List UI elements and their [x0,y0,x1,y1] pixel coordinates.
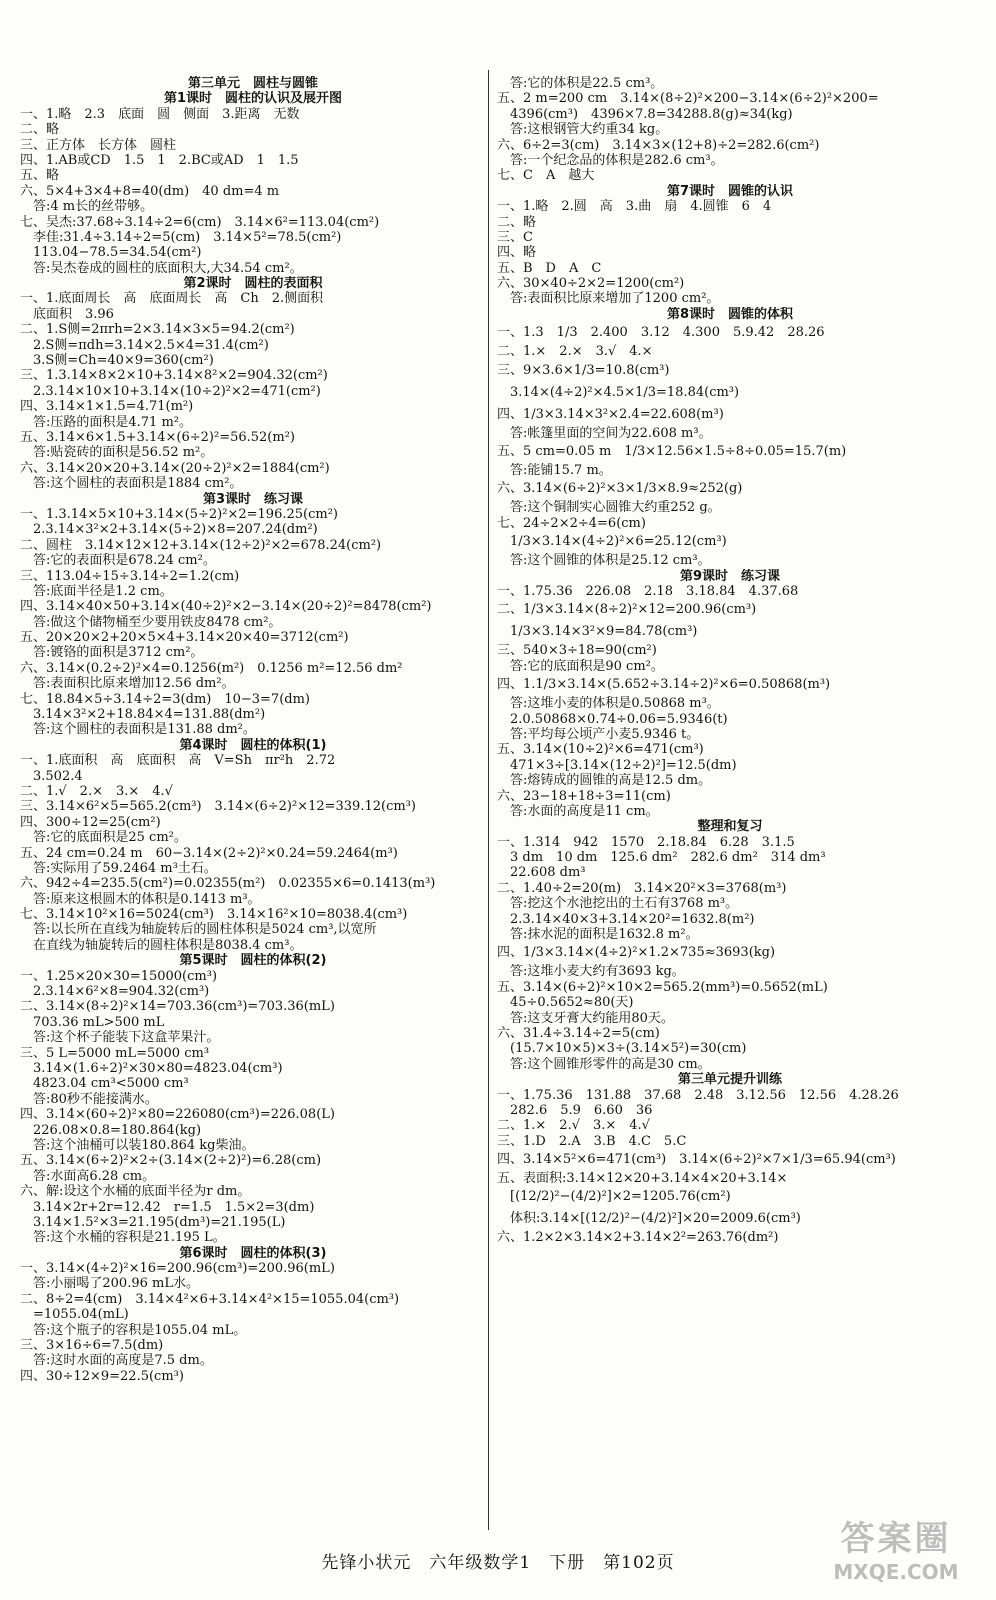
answer-line: 一、1.75.36 131.88 37.68 2.48 3.12.56 12.56 4.28.26 [497,1087,899,1103]
section-heading: 第1课时 圆柱的认识及展开图 [163,91,343,107]
answer-line: 底面积 3.96 [20,306,114,322]
answer-line: 2.0.50868×0.74÷0.06=5.9346(t) [497,711,728,727]
answer-line: 2.3.14×3²×2+3.14×(5÷2)×8=207.24(dm²) [20,522,318,538]
answer-line: 五、3.14×(6÷2)²×10×2=565.2(mm³)=0.5652(mL) [497,979,828,995]
answer-line: 六、31.4÷3.14÷2=5(cm) [497,1025,660,1041]
answer-line: 二、1.√ 2.× 3.× 4.√ [20,783,173,799]
answer-line: 二、略 [20,122,60,138]
answer-line: 二、1.S侧=2πrh=2×3.14×3×5=94.2(cm²) [20,322,295,338]
answer-line: 五、20×20×2+20×5×4+3.14×20×40=3712(cm²) [20,630,349,646]
answer-line: 李佳:31.4÷3.14÷2=5(cm) 3.14×5²=78.5(cm²) [20,229,342,245]
answer-line: 答:一个纪念品的体积是282.6 cm³。 [497,152,724,168]
answer-line: 答:它的底面积是90 cm²。 [497,658,664,674]
answer-line: 答:贴瓷砖的面积是56.52 m²。 [20,445,214,461]
answer-line: =1055.04(mL) [20,1307,129,1323]
answer-line: 二、3.14×(8÷2)²×14=703.36(cm³)=703.36(mL) [20,999,335,1015]
answer-line: 五、3.14×(6÷2)²×2÷(3.14×(2÷2)²)=6.28(cm) [20,1153,322,1169]
answer-line: [(12/2)²−(4/2)²]×2=1205.76(cm²) [497,1189,731,1205]
answer-line: 2.3.14×10×10+3.14×(10÷2)²×2=471(cm²) [20,383,321,399]
answer-line: 3.14×2r+2r=12.42 r=1.5 1.5×2=3(dm) [20,1199,315,1215]
answer-line: 二、圆柱 3.14×12×12+3.14×(12÷2)²×2=678.24(cm²) [20,537,382,553]
answer-line: 六、3.14×(6÷2)²×3×1/3×8.9≈252(g) [497,481,743,497]
answer-line: 三、3.14×6²×5=565.2(cm³) 3.14×(6÷2)²×12=339.12(cm³) [20,799,416,815]
answer-line: 四、3.14×40×50+3.14×(40÷2)²×2−3.14×(20÷2)²=8478(cm²) [20,599,432,615]
section-heading: 第3课时 练习课 [202,491,304,507]
answer-line: 1/3×3.14×3²×9=84.78(cm³) [497,624,698,640]
answer-line: 一、1.底面周长 高 底面周长 高 Ch 2.侧面积 [20,291,324,307]
section-heading: 第三单元提升训练 [677,1072,782,1088]
section-heading: 第5课时 圆柱的体积(2) [179,953,327,969]
answer-line: 三、5 L=5000 mL=5000 cm³ [20,1045,210,1061]
answer-line: (15.7×10×5)×3÷(3.14×5²)=30(cm) [497,1041,747,1057]
answer-line: 答:压路的面积是4.71 m²。 [20,414,192,430]
answer-line: 226.08×0.8=180.864(kg) [20,1122,202,1138]
answer-line: 二、1.× 2.√ 3.× 4.√ [497,1118,650,1134]
answer-line: 45÷0.5652≈80(天) [497,995,634,1011]
answer-line: 答:这个圆柱的表面积是1884 cm²。 [20,476,243,492]
answer-line: 三、113.04÷15÷3.14÷2=1.2(cm) [20,568,240,584]
answer-line: 一、1.略 2.圆 高 3.曲 扇 4.圆锥 6 4 [497,199,772,215]
answer-column-right [497,76,963,1246]
answer-line: 3.14×(1.6÷2)²×30×80=4823.04(cm³) [20,1061,283,1076]
watermark-logo [808,1518,984,1596]
answer-line: 三、C [497,229,533,245]
answer-line: 答:平均每公顷产小麦5.9346 t。 [497,726,700,742]
answer-line: 答:抹水泥的面积是1632.8 m²。 [497,927,699,943]
answer-line: 四、1.AB或CD 1.5 1 2.BC或AD 1 1.5 [20,152,299,168]
section-heading: 第9课时 练习课 [679,568,781,584]
answer-line: 三、1.3.14×8×2×10+3.14×8²×2=904.32(cm²) [20,368,328,384]
answer-line: 113.04−78.5=34.54(cm²) [20,245,202,261]
answer-line: 六、3.14×20×20+3.14×(20÷2)²×2=1884(cm²) [20,460,330,476]
answer-line: 二、1.× 2.× 3.√ 4.× [497,344,653,360]
answer-line: 答:做这个储物桶至少要用铁皮8478 cm²。 [20,614,282,630]
answer-line: 答:水面的高度是11 cm。 [497,803,659,819]
watermark-url: MXQE.COM [833,1560,959,1584]
watermark-text: 答案圈 [840,1519,952,1559]
answer-line: 2.3.14×40×3+3.14×20²=1632.8(m²) [497,911,755,927]
answer-line: 二、1/3×3.14×(8÷2)²×12=200.96(cm³) [497,602,757,618]
answer-line: 答:这个瓶子的容积是1055.04 mL。 [20,1322,247,1338]
answer-line: 答:原来这根圆木的体积是0.1413 m³。 [20,891,261,907]
answer-line: 答:80秒不能接满水。 [20,1091,158,1107]
answer-line: 答:它的底面积是25 cm²。 [20,830,187,846]
answer-line: 七、18.84×5÷3.14÷2=3(dm) 10−3=7(dm) [20,691,310,707]
answer-line: 二、略 [497,214,537,230]
answer-line: 五、24 cm=0.24 m 60−3.14×(2÷2)²×0.24=59.2464(m³) [20,845,398,861]
answer-line: 答:以长所在直线为轴旋转后的圆柱体积是5024 cm³,以宽所 [20,922,377,938]
section-heading: 第4课时 圆柱的体积(1) [179,737,327,753]
section-heading: 第三单元 圆柱与圆锥 [187,76,318,91]
answer-line: 一、1.75.36 226.08 2.18 3.18.84 4.37.68 [497,583,799,599]
answer-line: 1/3×3.14×(4÷2)²×6=25.12(cm³) [497,534,727,550]
section-heading: 第2课时 圆柱的表面积 [183,276,323,292]
answer-line: 五、3.14×6×1.5+3.14×(6÷2)²=56.52(m²) [20,429,295,445]
answer-line: 471×3÷[3.14×(12÷2)²]=12.5(dm) [497,757,737,773]
section-heading: 第6课时 圆柱的体积(3) [179,1245,327,1261]
answer-line: 703.36 mL>500 mL [20,1014,165,1030]
answer-line: 四、300÷12=25(cm²) [20,814,161,830]
answer-line: 答:这支牙膏大约能用80天。 [497,1010,674,1026]
page-footer: 先锋小状元 六年级数学1 下册 第102页 [321,1553,675,1573]
answer-line: 三、1.D 2.A 3.B 4.C 5.C [497,1133,687,1149]
answer-line: 四、3.14×1×1.5=4.71(m²) [20,399,194,415]
answer-line: 六、解:设这个水桶的底面半径为r dm。 [20,1184,251,1200]
answer-line: 五、2 m=200 cm 3.14×(8÷2)²×200−3.14×(6÷2)²×200= [497,91,879,107]
answer-line: 四、1.1/3×3.14×(5.652÷3.14÷2)²×6=0.50868(m³) [497,677,831,693]
answer-line: 答:这个铜制实心圆锥大约重252 g。 [497,500,721,516]
answer-line: 3 dm 10 dm 125.6 dm² 282.6 dm² 314 dm³ [497,850,826,866]
answer-line: 答:实际用了59.2464 m³土石。 [20,860,217,876]
answer-line: 三、3×16÷6=7.5(dm) [20,1338,164,1354]
answer-line: 答:表面积比原来增加了1200 cm²。 [497,291,720,307]
answer-line: 答:这个圆锥形零件的高是30 cm。 [497,1056,711,1072]
answer-line: 四、3.14×(60÷2)²×80=226080(cm³)=226.08(L) [20,1107,335,1123]
answer-line: 七、C A 越大 [497,168,595,184]
answer-line: 六、5×4+3×4+8=40(dm) 40 dm=4 m [20,183,280,199]
answer-line: 一、1.3 1/3 2.400 3.12 4.300 5.9.42 28.26 [497,325,825,341]
answer-line: 二、1.40÷2=20(m) 3.14×20²×3=3768(m³) [497,880,787,896]
answer-line: 答:水面高6.28 cm。 [20,1168,156,1184]
answer-line: 答:这个油桶可以装180.864 kg柴油。 [20,1137,255,1153]
answer-line: 答:能铺15.7 m。 [497,463,612,479]
answer-line: 282.6 5.9 6.60 36 [497,1102,653,1118]
answer-line: 六、1.2×2×3.14×2+3.14×2²=263.76(dm²) [497,1230,779,1246]
answer-line: 五、3.14×(10÷2)²×6=471(cm³) [497,742,704,758]
answer-line: 七、吴杰:37.68÷3.14÷2=6(cm) 3.14×6²=113.04(cm²) [20,214,380,230]
answer-line: 体积:3.14×[(12/2)²−(4/2)²]×20=2009.6(cm³) [497,1211,801,1227]
answer-line: 五、5 cm=0.05 m 1/3×12.56×1.5÷8÷0.05=15.7(m) [497,444,847,460]
answer-line: 答:吴杰卷成的圆柱的底面积大,大34.54 cm²。 [20,260,303,276]
answer-line: 四、1/3×3.14×3²×2.4=22.608(m³) [497,406,724,422]
answer-line: 答:它的体积是22.5 cm³。 [497,76,664,91]
answer-line: 答:这堆小麦大约有3693 kg。 [497,964,685,980]
answer-line: 四、1/3×3.14×(4÷2)²×1.2×735≈3693(kg) [497,945,776,961]
section-heading: 第7课时 圆锥的认识 [666,183,794,199]
answer-line: 六、3.14×(0.2÷2)²×4=0.1256(m²) 0.1256 m²=12.56 dm² [20,660,403,676]
answer-line: 答:这个圆柱的表面积是131.88 dm²。 [20,722,256,738]
answer-line: 答:表面积比原来增加12.56 dm²。 [20,676,235,692]
answer-line: 答:底面半径是1.2 cm。 [20,583,173,599]
answer-line: 一、1.底面积 高 底面积 高 V=Sh πr²h 2.72 [20,753,336,769]
answer-line: 4396(cm³) 4396×7.8=34288.8(g)≈34(kg) [497,106,793,122]
answer-line: 3.14×(4÷2)²×4.5×1/3=18.84(cm³) [497,384,740,400]
answer-line: 一、1.略 2.3 底面 圆 侧面 3.距离 无数 [20,106,300,122]
answer-line: 七、3.14×10²×16=5024(cm³) 3.14×16²×10=8038.4(cm³) [20,907,408,923]
answer-line: 二、8÷2=4(cm) 3.14×4²×6+3.14×4²×15=1055.04(cm³) [20,1291,400,1307]
answer-line: 三、9×3.6×1/3=10.8(cm³) [497,362,670,378]
section-heading: 整理和复习 [697,819,763,835]
answer-line: 四、略 [497,245,537,261]
answer-line: 七、24÷2×2÷4=6(cm) [497,515,646,531]
answer-line: 4823.04 cm³<5000 cm³ [20,1076,189,1092]
answer-line: 五、表面积:3.14×12×20+3.14×4×20+3.14× [497,1171,788,1187]
answer-line: 答:小丽喝了200.96 mL水。 [20,1276,199,1292]
answer-line: 三、540×3÷18=90(cm²) [497,643,657,659]
answer-line: 3.S侧=Ch=40×9=360(cm²) [20,353,214,369]
answer-line: 答:它的表面积是678.24 cm²。 [20,553,216,569]
answer-line: 3.502.4 [20,768,83,784]
answer-line: 答:这个杯子能装下这盒苹果汁。 [20,1030,220,1046]
answer-line: 一、3.14×(4÷2)²×16=200.96(cm³)=200.96(mL) [20,1261,335,1277]
answer-line: 六、6÷2=3(cm) 3.14×3×(12+8)÷2=282.6(cm²) [497,137,820,153]
answer-line: 六、23−18+18÷3=11(cm) [497,788,671,804]
answer-line: 22.608 dm³ [497,865,586,881]
section-heading: 第8课时 圆锥的体积 [666,306,794,322]
answer-line: 六、942÷4=235.5(cm²)=0.02355(m²) 0.02355×6=0.1413(m³) [20,876,436,892]
answer-line: 五、B D A C [497,260,602,276]
answer-line: 2.S侧=πdh=3.14×2.5×4=31.4(cm²) [20,337,269,353]
answer-line: 一、1.3.14×5×10+3.14×(5÷2)²×2=196.25(cm²) [20,506,338,522]
answer-line: 一、1.314 942 1570 2.18.84 6.28 3.1.5 [497,834,795,850]
answer-line: 五、略 [20,168,60,184]
answer-line: 3.14×3²×2+18.84×4=131.88(dm²) [20,707,266,723]
answer-line: 答:这根钢管大约重34 kg。 [497,122,669,138]
answer-line: 四、30÷12×9=22.5(cm³) [20,1368,184,1384]
answer-column-left [20,76,486,1384]
answer-line: 三、正方体 长方体 圆柱 [20,137,177,153]
answer-line: 答:这个圆锥的体积是25.12 cm³。 [497,553,711,569]
answer-line: 2.3.14×6²×8=904.32(cm³) [20,984,210,1000]
answer-line: 答:帐篷里面的空间为22.608 m³。 [497,425,712,441]
answer-line: 在直线为轴旋转后的圆柱体积是8038.4 cm³。 [20,937,303,953]
answer-line: 答:挖这个水池挖出的土石有3768 m³。 [497,896,739,912]
answer-line: 答:镀铬的面积是3712 cm²。 [20,645,204,661]
answer-line: 答:熔铸成的圆锥的高是12.5 dm。 [497,773,712,789]
answer-line: 答:这时水面的高度是7.5 dm。 [20,1353,213,1369]
answer-line: 六、30×40÷2×2=1200(cm²) [497,276,685,292]
answer-line: 答:这堆小麦的体积是0.50868 m³。 [497,696,720,712]
answer-line: 3.14×1.5²×3=21.195(dm³)=21.195(L) [20,1214,286,1230]
answer-line: 答:4 m长的丝带够。 [20,199,154,215]
answer-line: 四、3.14×5²×6=471(cm³) 3.14×(6÷2)²×7×1/3=65.94(cm³) [497,1152,896,1168]
column-divider [488,70,489,1530]
answer-line: 答:这个水桶的容积是21.195 L。 [20,1230,226,1246]
answer-line: 一、1.25×20×30=15000(cm³) [20,968,218,984]
